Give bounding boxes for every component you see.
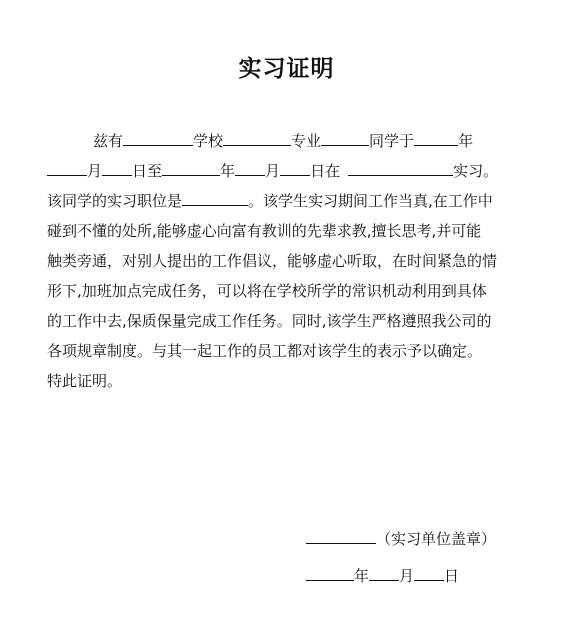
blank-student-name — [321, 128, 369, 146]
blank-sign-month — [369, 563, 399, 581]
blank-end-year — [162, 158, 220, 176]
text-performance: 。该学生实习期间工作当真,在工作中 — [248, 192, 493, 210]
body-line-3 — [47, 186, 533, 216]
body-line-6: 形下,加班加点完成任务，可以将在学校所学的常识机动利用到具体 — [47, 282, 487, 300]
page-title: 实习证明 — [238, 55, 335, 82]
blank-start-year — [414, 128, 458, 146]
text-month-2: 月 — [265, 162, 281, 180]
text-school: 学校 — [193, 132, 224, 150]
body-line-7: 的工作中去,保质保量完成工作任务。同时,该学生严格遵照我公司的 — [47, 312, 492, 330]
text-zhiyou: 兹有 — [93, 132, 124, 150]
blank-sign-year — [306, 563, 354, 581]
blank-school — [123, 128, 193, 146]
sign-year-label: 年 — [354, 567, 370, 585]
body-line-4: 碰到不懂的处所,能够虚心向富有教训的先辈求教,擅长思考,并可能 — [47, 222, 482, 240]
stamp-line — [306, 526, 496, 549]
text-day-to: 日至 — [132, 162, 163, 180]
sign-month-label: 月 — [399, 567, 415, 585]
text-year-2: 年 — [220, 162, 236, 180]
text-internship: 实习。 — [453, 162, 499, 180]
blank-position — [182, 188, 248, 206]
blank-sign-day — [414, 563, 444, 581]
date-line — [306, 563, 459, 586]
blank-start-month — [47, 158, 87, 176]
text-day-at: 日在 — [310, 162, 341, 180]
text-position-label: 该同学的实习职位是 — [47, 192, 183, 210]
blank-stamp — [306, 526, 376, 544]
blank-start-day — [102, 158, 132, 176]
text-student-at: 同学于 — [369, 132, 415, 150]
blank-major — [223, 128, 291, 146]
certificate-body — [47, 126, 533, 396]
body-line-9: 特此证明。 — [47, 372, 123, 390]
body-line-5: 触类旁通，对别人提出的工作倡议，能够虚心听取，在时间紧急的情 — [47, 252, 498, 270]
body-line-8: 各项规章制度。与其一起工作的员工都对该学生的表示予以确定。 — [47, 342, 483, 360]
text-major: 专业 — [291, 132, 322, 150]
text-year: 年 — [458, 132, 474, 150]
body-line-1 — [47, 126, 533, 156]
blank-end-month — [235, 158, 265, 176]
text-month: 月 — [87, 162, 103, 180]
stamp-label: （实习单位盖章） — [376, 530, 497, 548]
blank-end-day — [280, 158, 310, 176]
sign-day-label: 日 — [444, 567, 460, 585]
body-line-2 — [47, 156, 533, 186]
blank-company — [348, 158, 453, 176]
